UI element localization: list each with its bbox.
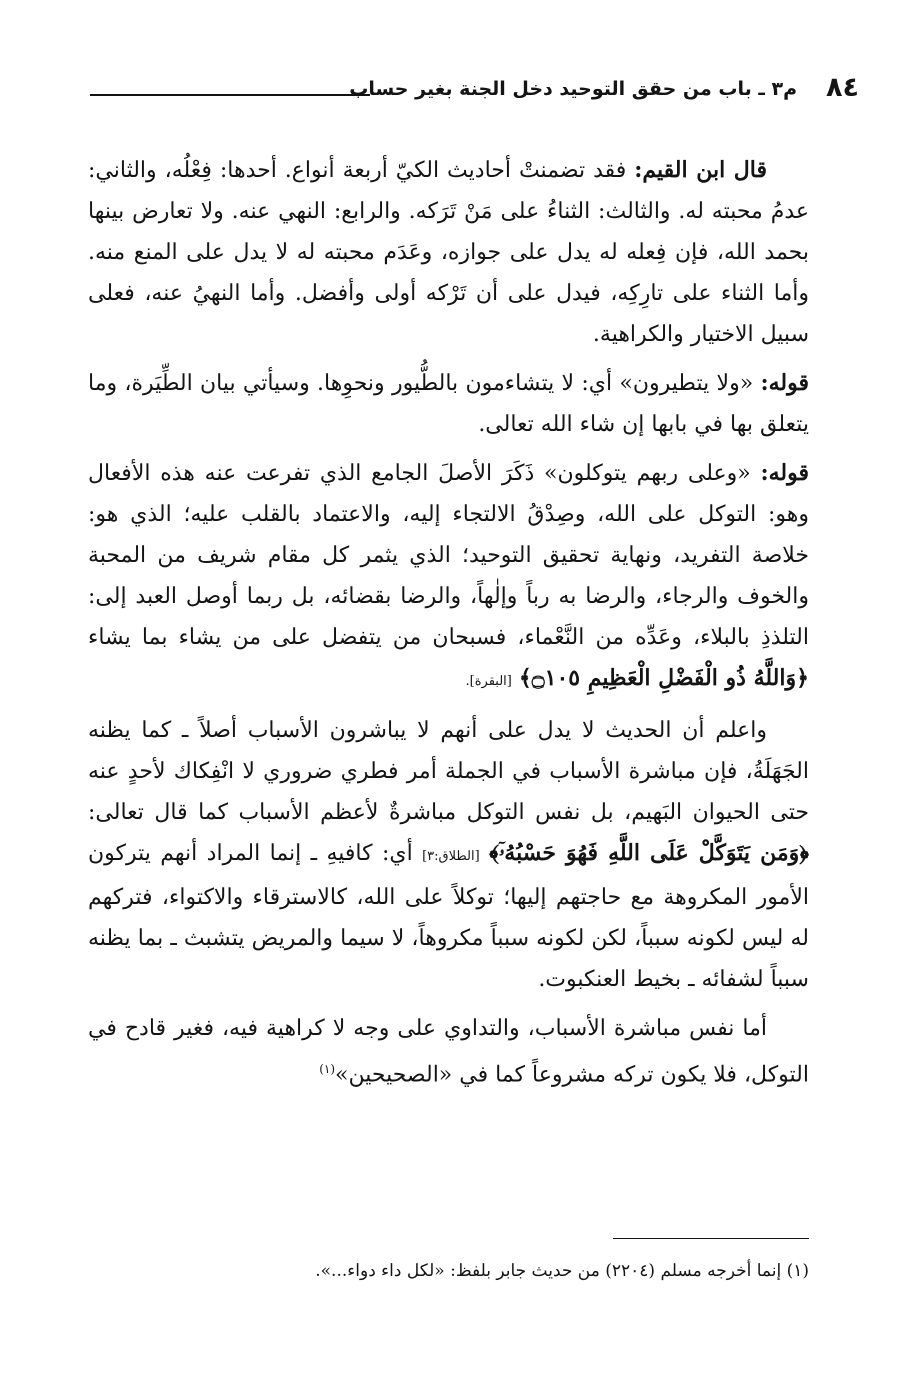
- quran-quote: ﴿وَمَن يَتَوَكَّلْ عَلَى اللَّهِ فَهُوَ حَسْبُهُۥٓ﴾: [489, 840, 809, 866]
- running-title: م٣ ـ باب من حقق التوحيد دخل الجنة بغير حساب: [349, 78, 797, 100]
- quran-quote: ﴿وَاللَّهُ ذُو الْفَضْلِ الْعَظِيمِ ۝١٠٥﴾: [518, 665, 809, 691]
- paragraph-tadawi: [88, 1008, 809, 1095]
- paragraph-lead: قوله:: [760, 460, 809, 486]
- paragraph-text: أي: كافيهِ ـ إنما المراد أنهم يتركون الأمور المكروهة مع حاجتهم إليها؛ توكلاً على الله، كالاسترقاء والاكتواء، فتركهم له ليس لكونه سبباً، لكن لكونه سبباً مكروهاً، لا سيما والمريض يتشبث ـ بما يظنه سبباً لشفائه ـ بخيط العنكبوت.: [88, 841, 809, 992]
- quran-reference: [الطلاق:٣]: [422, 849, 480, 864]
- page-header: [90, 68, 859, 120]
- paragraph-text: أما نفس مباشرة الأسباب، والتداوي على وجه لا كراهية فيه، فغير قادح في التوكل، فلا يكون تركه مشروعاً كما في «الصحيحين»: [88, 1016, 809, 1088]
- paragraph-text: واعلم أن الحديث لا يدل على أنهم لا يباشرون الأسباب أصلاً ـ كما يظنه الجَهَلَةُ، فإن مباشرة الأسباب في الجملة أمر فطري ضروري لا انْفِكاك لأحدٍ عنه حتى الحيوان البَهيم، بل نفس التوكل مباشرةٌ لأعظم الأسباب كما قال تعالى:: [88, 718, 809, 825]
- paragraph-tawakkul: [88, 453, 809, 702]
- header-rule: [90, 94, 370, 96]
- quran-reference: [البقرة].: [465, 674, 512, 689]
- paragraph-text: فقد تضمنتْ أحاديث الكيّ أربعة أنواع. أحدها: فِعْلُه، والثاني: عدمُ محبته له. والثالث: الثناءُ على مَنْ تَرَكه. والرابع: النهي عنه. ولا تعارض بينها بحمد الله، فإن فِعله له يدل على جوازه، وعَدَم محبته له لا يدل على المنع منه. وأما الثناء على تارِكِه، فيدل على أن تَرْكه أولى وأفضل. وأما النهيُ عنه، فعلى سبيل الاختيار والكراهية.: [88, 158, 810, 347]
- footnote: (١) إنما أخرجه مسلم (٢٢٠٤) من حديث جابر بلفظ: «لكل داء دواء...».: [315, 1261, 809, 1281]
- paragraph-text: «ولا يتطيرون» أي: لا يتشاءمون بالطُّيور ونحوِها. وسيأتي بيان الطِّيَرة، وما يتعلق بها في بابها إن شاء الله تعالى.: [88, 371, 809, 437]
- main-text: [88, 150, 809, 1103]
- footnote-marker: (١): [319, 1062, 336, 1076]
- paragraph-lead: قوله:: [760, 370, 809, 396]
- footnote-rule: [613, 1238, 809, 1239]
- paragraph-ibn-qayyim: [88, 150, 809, 355]
- paragraph-tatayyur: [88, 363, 809, 445]
- paragraph-text: «وعلى ربهم يتوكلون» ذَكَرَ الأصلَ الجامع الذي تفرعت عنه هذه الأفعال وهو: التوكل على الله، وصِدْقُ الالتجاء إليه، والاعتماد بالقلب عليه؛ الذي هو: خلاصة التفريد، ونهاية تحقيق التوحيد؛ الذي يثمر كل مقام شريف من المحبة والخوف والرجاء، والرضا به رباً وإلٰهاً، والرضا بقضائه، بل ربما أوصل العبد إلى: التلذذِ بالبلاء، وعَدِّه من النَّعْماء، فسبحان من يتفضل على من يشاء بما يشاء: [88, 461, 809, 650]
- page-number: ٨٤: [826, 72, 859, 103]
- paragraph-lead: قال ابن القيم:: [634, 157, 768, 183]
- paragraph-asbab: [88, 710, 809, 1000]
